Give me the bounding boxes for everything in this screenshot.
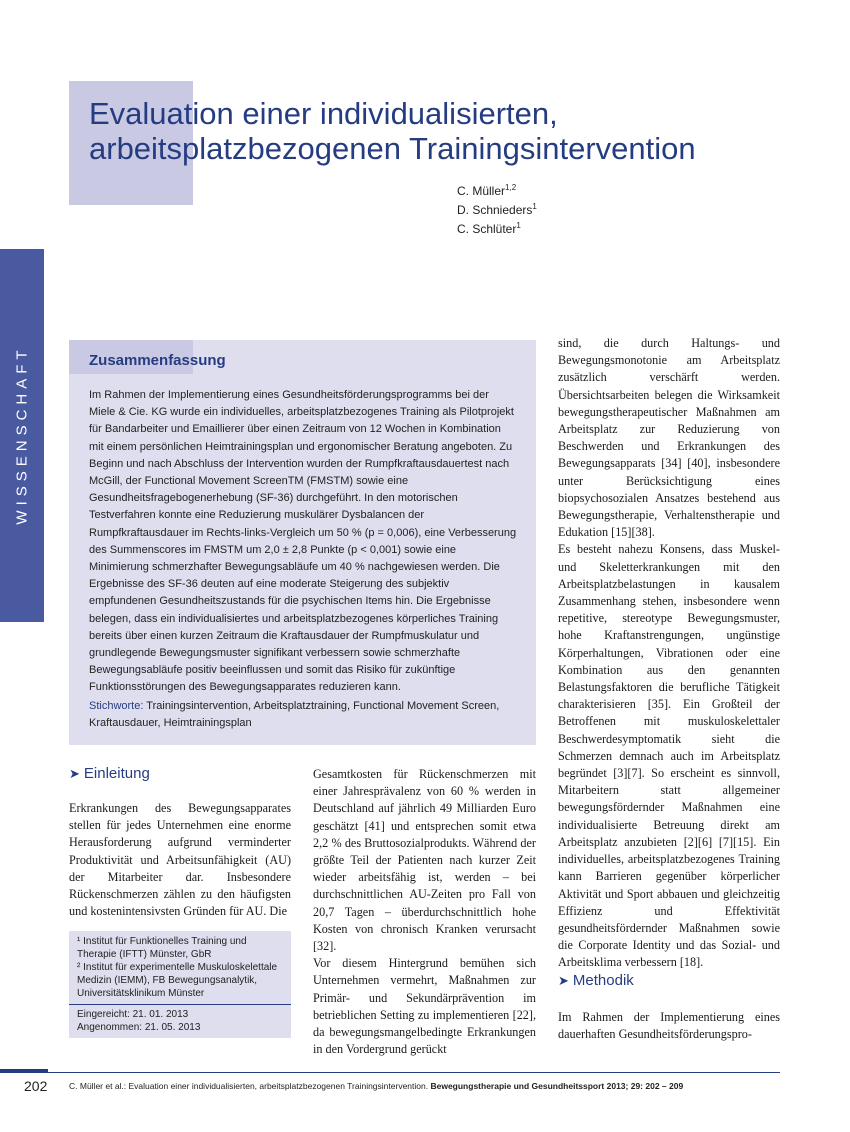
paragraph: Gesamtkosten für Rückenschmerzen mit einer Jahresprävalenz von 60 % werden in Deutschland auf jährlich 49 Milliarden Euro geschätzt [41] und entsprechen somit etwa 2,2 % des Bruttosozialprodukts. Während der größte Teil der Patienten nach kurzer Zeit wieder arbeitsfähig ist, werden – bei durchschnittlichen AU-Zeiten pro Fall von 20,7 Tagen – überdurchschnittlich hohe Kosten von chronisch Kranken verursacht [32]. xyxy=(313,767,536,954)
title-line-2: arbeitsplatzbezogenen Trainingsintervention xyxy=(89,131,696,166)
submission-dates xyxy=(77,1008,200,1034)
journal-reference: Bewegungstherapie und Gesundheitssport 2013; 29: 202 – 209 xyxy=(430,1081,684,1091)
section-heading-einleitung: ➤ Einleitung xyxy=(69,765,150,782)
affiliation-1: ¹ Institut für Funktionelles Training und Therapie (IFTT) Münster, GbR xyxy=(77,936,247,960)
abstract-box xyxy=(69,340,536,745)
footnote-box xyxy=(69,931,291,1038)
footer-citation xyxy=(69,1081,683,1091)
article-title xyxy=(89,96,809,166)
body-column-2 xyxy=(313,766,536,1058)
body-column-1: Erkrankungen des Bewegungsapparates stellen für jedes Unternehmen eine enorme Herausforderung aufgrund verminderter Produktivität und Arbeitsunfähigkeit (AU) der Mitarbeiter dar. Insbesondere Rückenschmerzen zählen zu den häufigsten und kostenintensivsten Gründen für AU. Die xyxy=(69,801,291,919)
citation-text: C. Müller et al.: Evaluation einer individualisierten, arbeitsplatzbezogenen Trainingsintervention. xyxy=(69,1081,431,1091)
section-arrow-icon: ➤ xyxy=(558,973,569,988)
abstract-keywords xyxy=(89,698,517,732)
author-list xyxy=(457,180,537,237)
body-column-3-methodik: Im Rahmen der Implementierung eines dauerhaften Gesundheitsförderungspro- xyxy=(558,1010,780,1042)
paragraph: sind, die durch Haltungs- und Bewegungsmonotonie am Arbeitsplatz zusätzlich verschärft werden. Übersichtsarbeiten belegen die Wirksamkeit bewegungstherapeutischer Maßnahmen am Arbeitsplatz zur Reduzierung von Beschwerden und Erkrankungen des Bewegungsapparats [34] [40], insbesondere unter Berücksichtigung eines biopsychosozialen Ansatzes bestehend aus Bewegungstherapie, Verhaltenstherapie und Edukation [15][38]. xyxy=(558,336,780,540)
accepted-date: Angenommen: 21. 05. 2013 xyxy=(77,1022,201,1033)
author: C. Schlüter$^1$ xyxy=(457,221,521,236)
footer-rule xyxy=(0,1072,780,1073)
abstract-heading: Zusammenfassung xyxy=(89,352,226,369)
page-number: 202 xyxy=(24,1078,48,1094)
section-arrow-icon: ➤ xyxy=(69,766,80,781)
paragraph: Es besteht nahezu Konsens, dass Muskel- und Skeletterkrankungen mit den Arbeitsplatzbelastungen in kausalem Zusammenhang stehen, insbesondere wenn repetitive, stereotype Bewegungsmuster, hohe Kraftanstrengungen, ungünstige Körperhaltungen, Vibrationen oder eine Kombination aus den genannten Belastungsfaktoren die berufliche Tätigkeit charakterisieren [35]. Ein Großteil der Betroffenen mit muskuloskelettaler Beschwerdesymptomatik sieht die Schmerzen demnach auch im Arbeitsplatz begründet [3][7]. So erscheint es sinnvoll, Mitarbeitern statt allgemeiner bewegungsfördernder Maßnahmen eine individualisierte Betreuung direkt am Arbeitsplatz anzubieten [2][6] [7][15]. Ein individuelles, arbeitsplatzbezogenes Training kann Barrieren gegenüber körperlicher Aktivität und Sport abbauen und gleichzeitig Effizienz und Effektivität gesundheitsfördernder Maßnahmen sowie die Corporate Identity und das Sozial- und Arbeitsklima verbessern [18]. xyxy=(558,542,780,970)
title-line-1: Evaluation einer individualisierten, xyxy=(89,96,558,131)
received-date: Eingereicht: 21. 01. 2013 xyxy=(77,1009,189,1020)
keywords-text: Trainingsintervention, Arbeitsplatztraining, Functional Movement Screen, Kraftausdauer, Heimtrainingsplan xyxy=(89,700,500,729)
author: C. Müller$^{1,2}$ xyxy=(457,183,517,198)
affiliations xyxy=(77,935,287,1000)
section-side-tab xyxy=(0,249,44,622)
affiliation-2: ² Institut für experimentelle Muskuloskelettale Medizin (IEMM), FB Bewegungsanalytik, Universitätsklinikum Münster xyxy=(77,962,278,999)
footnote-divider xyxy=(69,1004,291,1005)
author: D. Schnieders$^1$ xyxy=(457,202,537,217)
body-column-3 xyxy=(558,335,780,972)
section-heading-methodik: ➤ Methodik xyxy=(558,972,634,989)
keywords-label: Stichworte: xyxy=(89,700,144,712)
paragraph: Vor diesem Hintergrund bemühen sich Unternehmen vermehrt, Maßnahmen zur Primär- und Sekundärprävention im betrieblichen Setting zu implementieren [22], da bewegungsmangelbedingte Erkrankungen in den Vordergrund gerückt xyxy=(313,956,536,1057)
side-tab-label: WISSENSCHAFT xyxy=(13,345,31,525)
abstract-text: Im Rahmen der Implementierung eines Gesundheitsförderungsprogramms bei der Miele & Cie. KG wurde ein individuelles, arbeitsplatzbezogenes Training als Pilotprojekt für Bandarbeiter und Emaillierer über einen Zeitraum von 12 Wochen in Kombination mit einem persönlichen Heimtrainingsplan und ergonomischer Beratung angeboten. Zu Beginn und nach Abschluss der Intervention wurden der Rumpfkraftausdauertest nach McGill, der Functional Movement ScreenTM (FMSTM) sowie eine Gesundheitsfragebogenerhebung (SF-36) durchgeführt. In den motorischen Testverfahren konnte eine Reduzierung muskulärer Dysbalancen der Rumpfkraftausdauer im Rechts-links-Vergleich um 50 % (p = 0,006), eine Verbesserung des Summenscores im FMSTM um 2,0 ± 2,8 Punkte (p < 0,001) sowie eine Minimierung schmerzhafter Bewegungsabläufe um 40 % nachgewiesen werden. Die Ergebnisse des SF-36 deuten auf eine moderate Steigerung des subjektiv empfundenen Gesundheitszustands für die psychischen Items hin. Die Ergebnisse belegen, dass ein individualisiertes und arbeitsplatzbezogenes körperliches Training bereits über einen kurzen Zeitraum die Kraftausdauer der Rumpfmuskulatur und grundlegende Bewegungsmuster signifikant verbessern sowie schmerzhafte Bewegungsabläufe positiv beeinflussen und somit das Risiko für zukünftige Funktionsstörungen des Bewegungsapparates reduzieren kann. xyxy=(89,389,517,694)
